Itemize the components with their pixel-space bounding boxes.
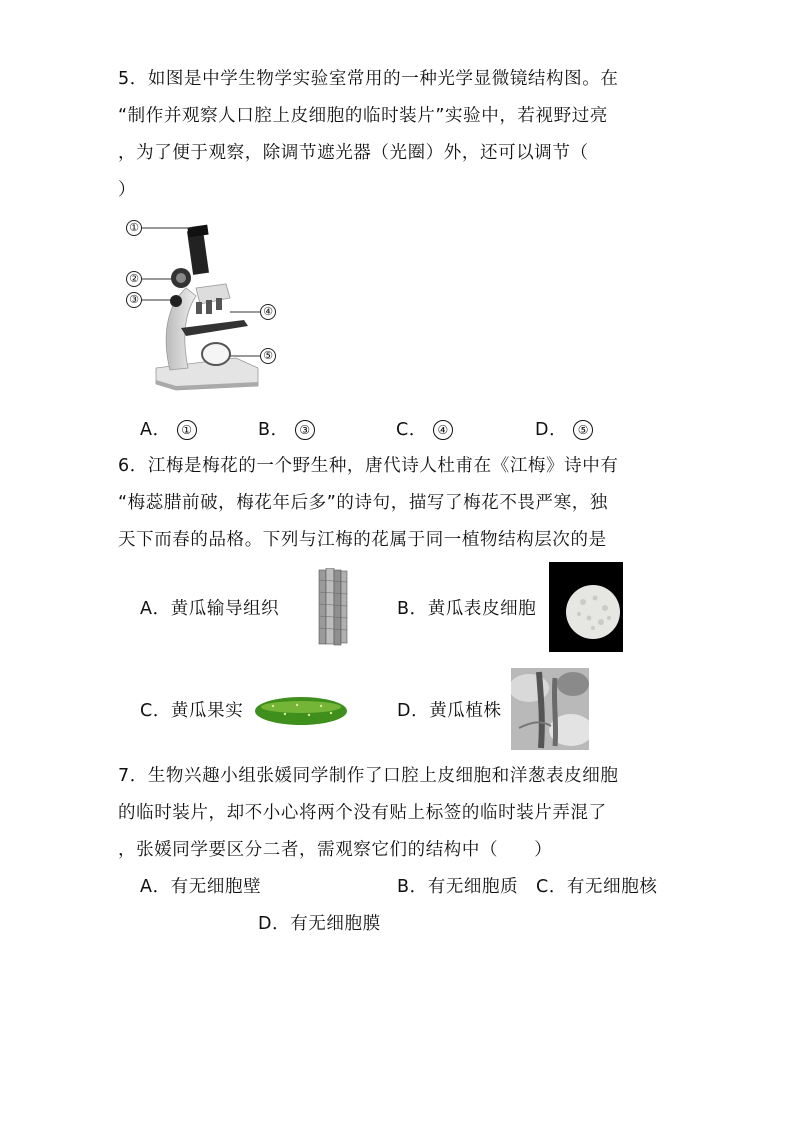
- q5-stem-line-2: “制作并观察人口腔上皮细胞的临时装片”实验中，若视野过亮: [118, 106, 608, 126]
- option-text: 有无细胞质: [427, 877, 519, 897]
- callout-2: ②: [126, 271, 142, 287]
- option-text: 黄瓜输导组织: [170, 599, 280, 619]
- q7-option-c[interactable]: [536, 876, 657, 898]
- option-text: 有无细胞核: [566, 877, 658, 897]
- option-label: A．: [140, 877, 171, 897]
- option-label: C．: [140, 701, 171, 721]
- callout-1: ①: [126, 220, 142, 236]
- option-label: B．: [258, 420, 289, 440]
- option-value: ①: [177, 420, 197, 440]
- callout-3: ③: [126, 292, 142, 308]
- q5-stem-line-3: ，为了便于观察，除调节遮光器（光圈）外，还可以调节（: [118, 143, 589, 163]
- option-label: C．: [536, 877, 567, 897]
- q7-stem-line-2: 的临时装片，却不小心将两个没有贴上标签的临时装片弄混了: [118, 803, 607, 823]
- microscope-figure: [126, 218, 286, 396]
- option-label: D．: [258, 914, 291, 934]
- q5-option-b[interactable]: [258, 419, 315, 441]
- q7-option-b[interactable]: [397, 876, 518, 898]
- option-label: D．: [397, 701, 430, 721]
- option-label: C．: [396, 420, 427, 440]
- q6-stem-line-2: “梅蕊腊前破，梅花年后多”的诗句，描写了梅花不畏严寒，独: [118, 493, 608, 513]
- option-text: 有无细胞膜: [290, 914, 381, 934]
- option-label: D．: [535, 420, 568, 440]
- callout-5: ⑤: [260, 348, 276, 364]
- cucumber-plant-image: [511, 668, 589, 750]
- q6-option-a[interactable]: [140, 598, 279, 620]
- q7-option-a[interactable]: [140, 876, 261, 898]
- option-value: ④: [433, 420, 453, 440]
- option-label: B．: [397, 599, 428, 619]
- q6-stem-line-1: 6．江梅是梅花的一个野生种，唐代诗人杜甫在《江梅》诗中有: [118, 456, 619, 476]
- cucumber-image: [253, 694, 349, 728]
- option-text: 有无细胞壁: [170, 877, 262, 897]
- epidermal-cell-image: [549, 562, 623, 652]
- q5-stem-line-1: 5．如图是中学生物学实验室常用的一种光学显微镜结构图。在: [118, 69, 619, 89]
- option-text: 黄瓜果实: [170, 701, 244, 721]
- q7-stem-line-3: ，张媛同学要区分二者，需观察它们的结构中（ ）: [118, 840, 553, 860]
- vascular-tissue-image: [316, 568, 350, 646]
- option-text: 黄瓜表皮细胞: [427, 599, 537, 619]
- option-label: A．: [140, 599, 171, 619]
- q5-option-d[interactable]: [535, 419, 593, 441]
- option-label: B．: [397, 877, 428, 897]
- option-label: A．: [140, 420, 171, 440]
- q6-option-c[interactable]: [140, 700, 243, 722]
- option-text: 黄瓜植株: [429, 701, 502, 721]
- q5-option-a[interactable]: [140, 419, 197, 441]
- q7-stem-line-1: 7．生物兴趣小组张媛同学制作了口腔上皮细胞和洋葱表皮细胞: [118, 766, 619, 786]
- q6-stem-line-3: 天下而春的品格。下列与江梅的花属于同一植物结构层次的是: [118, 530, 607, 550]
- callout-4: ④: [260, 304, 276, 320]
- q6-option-d[interactable]: [397, 700, 502, 722]
- q7-option-d[interactable]: [258, 913, 381, 935]
- q5-stem-line-4: ）: [118, 180, 137, 200]
- q6-option-b[interactable]: [397, 598, 536, 620]
- option-value: ⑤: [573, 420, 593, 440]
- q5-option-c[interactable]: [396, 419, 453, 441]
- option-value: ③: [295, 420, 315, 440]
